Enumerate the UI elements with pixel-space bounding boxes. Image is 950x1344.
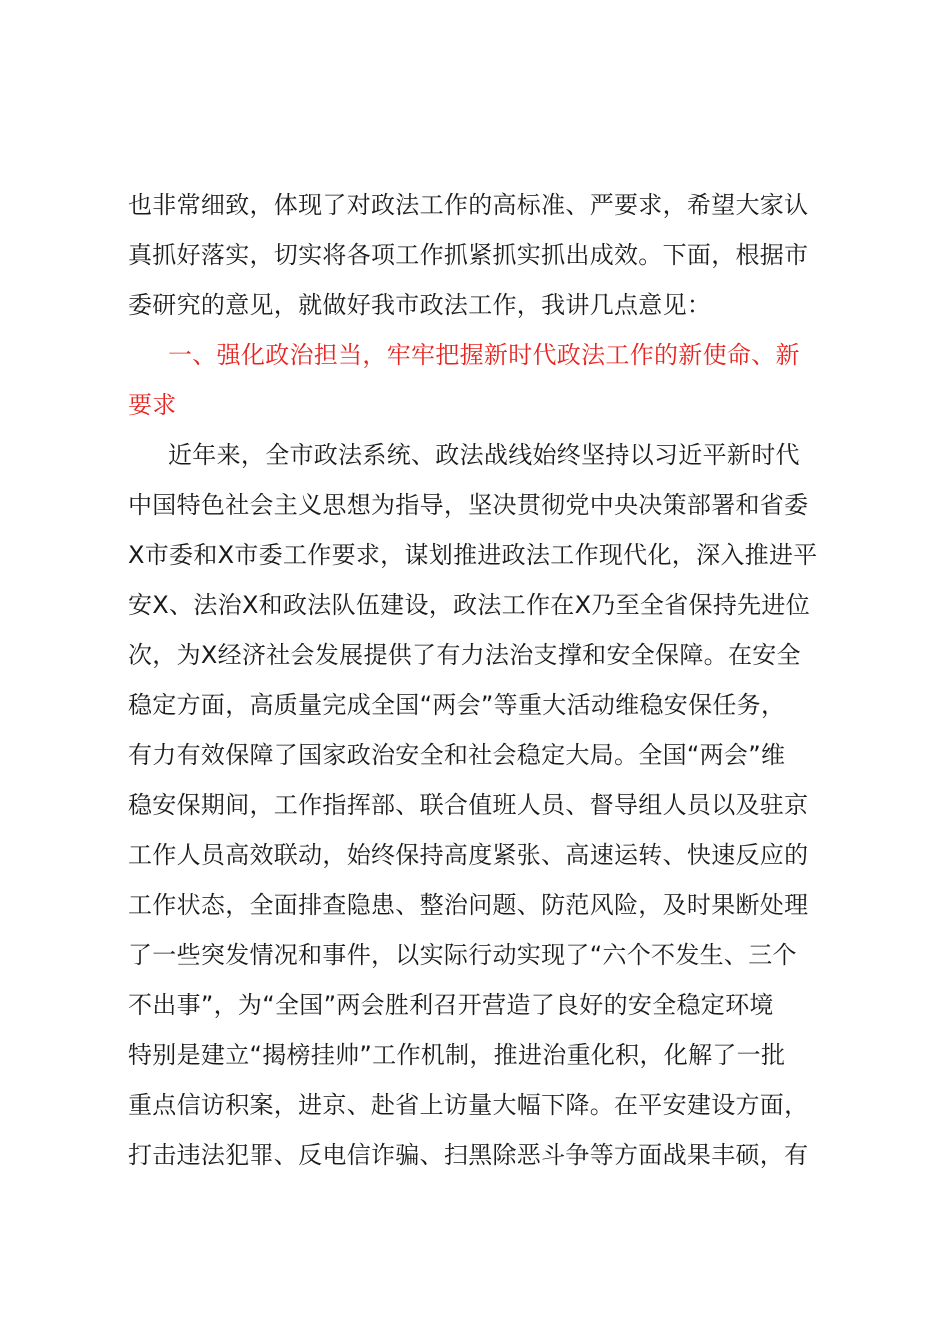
body-line: 近年来，全市政法系统、政法战线始终坚持以习近平新时代 [168,441,800,469]
body-line: 中国特色社会主义思想为指导，坚决贯彻党中央决策部署和省委 [128,491,809,519]
body-line: 重点信访积案，进京、赴省上访量大幅下降。在平安建设方面， [128,1091,809,1119]
body-line: 不出事”，为“全国”两会胜利召开营造了良好的安全稳定环境 [128,991,774,1019]
body-line: 次，为X经济社会发展提供了有力法治支撑和安全保障。在安全 [128,641,801,669]
body-line: X市委和X市委工作要求，谋划推进政法工作现代化，深入推进平 [128,541,818,569]
intro-line: 委研究的意见，就做好我市政法工作，我讲几点意见： [128,291,712,319]
intro-line: 也非常细致，体现了对政法工作的高标准、严要求，希望大家认 [128,191,809,219]
body-line: 工作人员高效联动，始终保持高度紧张、高速运转、快速反应的 [128,841,809,869]
body-line: 安X、法治X和政法队伍建设，政法工作在X乃至全省保持先进位 [128,591,811,619]
body-line: 了一些突发情况和事件，以实际行动实现了“六个不发生、三个 [128,941,797,969]
body-line: 打击违法犯罪、反电信诈骗、扫黑除恶斗争等方面战果丰硕，有 [128,1141,809,1169]
body-line: 特别是建立“揭榜挂帅”工作机制，推进治重化积，化解了一批 [128,1041,786,1069]
body-line: 稳安保期间，工作指挥部、联合值班人员、督导组人员以及驻京 [128,791,809,819]
section-heading: 一、强化政治担当，牢牢把握新时代政法工作的新使命、新 [168,341,800,369]
body-line: 工作状态，全面排查隐患、整治问题、防范风险，及时果断处理 [128,891,809,919]
body-line: 有力有效保障了国家政治安全和社会稳定大局。全国“两会”维 [128,741,786,769]
section-heading-continued: 要求 [128,391,177,419]
intro-line: 真抓好落实，切实将各项工作抓紧抓实抓出成效。下面，根据市 [128,241,809,269]
body-line: 稳定方面，高质量完成全国“两会”等重大活动维稳安保任务， [128,691,786,719]
